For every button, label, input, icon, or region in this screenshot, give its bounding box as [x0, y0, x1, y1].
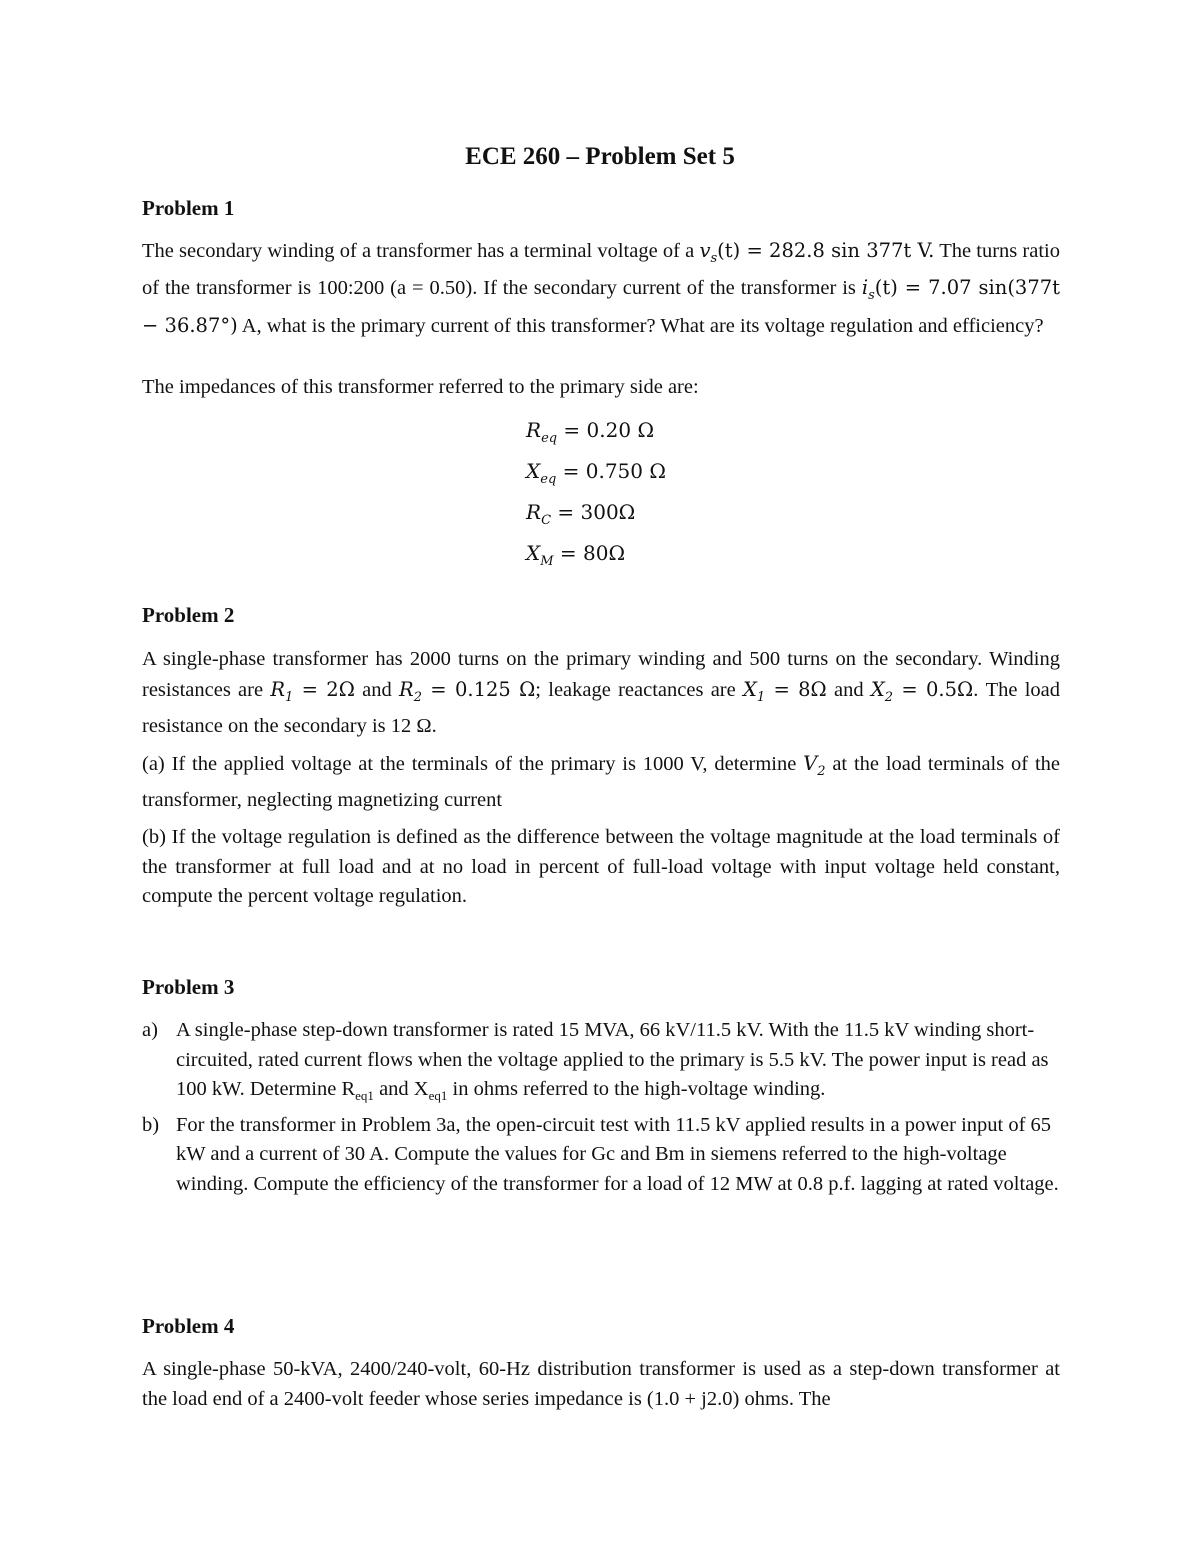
problem-3-heading: Problem 3 — [142, 975, 235, 999]
x2-value: = 0.5Ω — [893, 677, 974, 701]
v2-symbol — [803, 752, 826, 779]
eq-symbol: R — [526, 500, 542, 524]
problem-1-statement — [142, 236, 1060, 341]
r2-letter: R — [399, 677, 414, 701]
r1-letter: R — [270, 677, 286, 701]
problem-1-heading: Problem 1 — [142, 196, 235, 220]
p2-and-1: and — [354, 678, 399, 701]
vs-letter: v — [699, 239, 711, 262]
item-a-label: a) — [142, 1019, 158, 1041]
p2-and-2: and — [826, 678, 871, 701]
req1-subscript: eq1 — [355, 1088, 374, 1104]
is-subscript: s — [868, 288, 875, 304]
problem-4-heading: Problem 4 — [142, 1314, 235, 1338]
eq-symbol: X — [526, 459, 541, 483]
p1-text-3: A, what is the primary current of this transformer? What are its voltage regulation and efficiency? — [237, 314, 1044, 337]
r1-subscript: 1 — [285, 689, 294, 705]
eq-value: = 300Ω — [551, 500, 636, 524]
x2-letter: X — [870, 677, 885, 701]
problem-3-item-b — [142, 1111, 1060, 1200]
problem-4-statement: A single-phase 50-kVA, 2400/240-volt, 60-Hz distribution transformer is used as a step-down transformer at the load end of a 2400-volt feeder whose series impedance is (1.0 + j2.0) ohms. The — [142, 1358, 1060, 1410]
problem-3-list — [142, 1016, 1060, 1199]
p1-text-1: The secondary winding of a transformer has a terminal voltage of a — [142, 240, 700, 262]
equation-xeq — [526, 455, 666, 496]
problem-1-impedance-intro: The impedances of this transformer referred to the primary side are: — [142, 376, 699, 398]
p2-text-1: A single-phase transformer has 2000 turns on the primary winding and 500 turns on the secondary. Winding resistances are — [142, 648, 1060, 701]
item-a-text-3: in ohms referred to the high-voltage winding. — [447, 1078, 826, 1100]
p1-vs-symbol — [699, 239, 935, 266]
equation-rc — [526, 496, 666, 537]
r1-value: = 2Ω — [293, 677, 355, 701]
impedance-equations — [526, 414, 666, 578]
eq-symbol: X — [526, 541, 541, 565]
p2a-text-1: (a) If the applied voltage at the terminals of the primary is 1000 V, determine — [142, 753, 804, 775]
problem-3-item-a — [142, 1016, 1060, 1111]
document-title: ECE 260 – Problem Set 5 — [465, 143, 735, 170]
x1-subscript: 1 — [756, 689, 766, 705]
r2-subscript: 2 — [413, 689, 422, 705]
r1-symbol — [270, 677, 294, 705]
eq-subscript: eq — [540, 472, 557, 487]
xeq1-subscript: eq1 — [428, 1088, 448, 1104]
v2-letter: V — [803, 752, 818, 775]
problem-2-part-b: (b) If the voltage regulation is defined as the difference between the voltage magnitude at the load terminals of the transformer at full load and at no load in percent of full-load voltage with input voltage held constant, compute the percent voltage regulation. — [142, 826, 1060, 907]
is-letter: i — [861, 276, 869, 300]
is-expression: (t) = 7.07 sin(377t − 36.87°) — [142, 276, 1060, 337]
x1-symbol — [742, 677, 766, 705]
eq-subscript: M — [540, 554, 554, 569]
item-b-label: b) — [142, 1113, 160, 1136]
problem-2-part-a — [142, 749, 1060, 816]
eq-subscript: C — [541, 513, 552, 528]
equation-req — [526, 414, 666, 455]
item-b-text: For the transformer in Problem 3a, the open-circuit test with 11.5 kV applied results in a power input of 65 kW and a current of 30 A. Compute the values for Gc and Bm in siemens referred to the high-voltage winding. Compute the efficiency of the transformer for a load of 12 MW at 0.8 p.f. lagging at rated voltage. — [176, 1113, 1059, 1195]
eq-symbol: R — [526, 418, 542, 442]
x2-subscript: 2 — [884, 689, 894, 705]
x2-symbol — [870, 677, 894, 705]
eq-value: = 80Ω — [553, 541, 626, 565]
item-a-text-1: A single-phase step-down transformer is rated 15 MVA, 66 kV/11.5 kV. With the 11.5 kV winding short-circuited, rated current flows when the voltage applied to the primary is 5.5 kV. The power input is read as 100 kW. Determine R — [176, 1019, 1049, 1100]
problem-2-heading: Problem 2 — [142, 603, 235, 627]
equation-xm — [526, 537, 666, 578]
vs-expression: (t) = 282.8 sin 377t V. — [717, 239, 935, 262]
eq-value: = 0.20 Ω — [557, 418, 655, 442]
p1-text-2: The turns ratio of the transformer is 100:200 (a = 0.50). If the secondary current of the transformer is — [142, 240, 1060, 300]
p2-text-3: . The load resistance on the secondary is 12 Ω. — [142, 678, 1061, 737]
p2a-text-2: at the load terminals of the transformer, neglecting magnetizing current — [142, 753, 1060, 812]
x1-value: = 8Ω — [765, 677, 827, 701]
r2-value: = 0.125 Ω — [421, 677, 536, 701]
eq-value: = 0.750 Ω — [556, 459, 666, 483]
v2-subscript: 2 — [817, 763, 826, 779]
problem-2-statement — [142, 645, 1060, 741]
vs-subscript: s — [710, 250, 718, 266]
x1-letter: X — [742, 677, 757, 701]
eq-subscript: eq — [541, 431, 558, 446]
r2-symbol — [399, 677, 422, 705]
item-a-text-2: and X — [373, 1078, 429, 1100]
p2-text-2: ; leakage reactances are — [535, 678, 743, 701]
